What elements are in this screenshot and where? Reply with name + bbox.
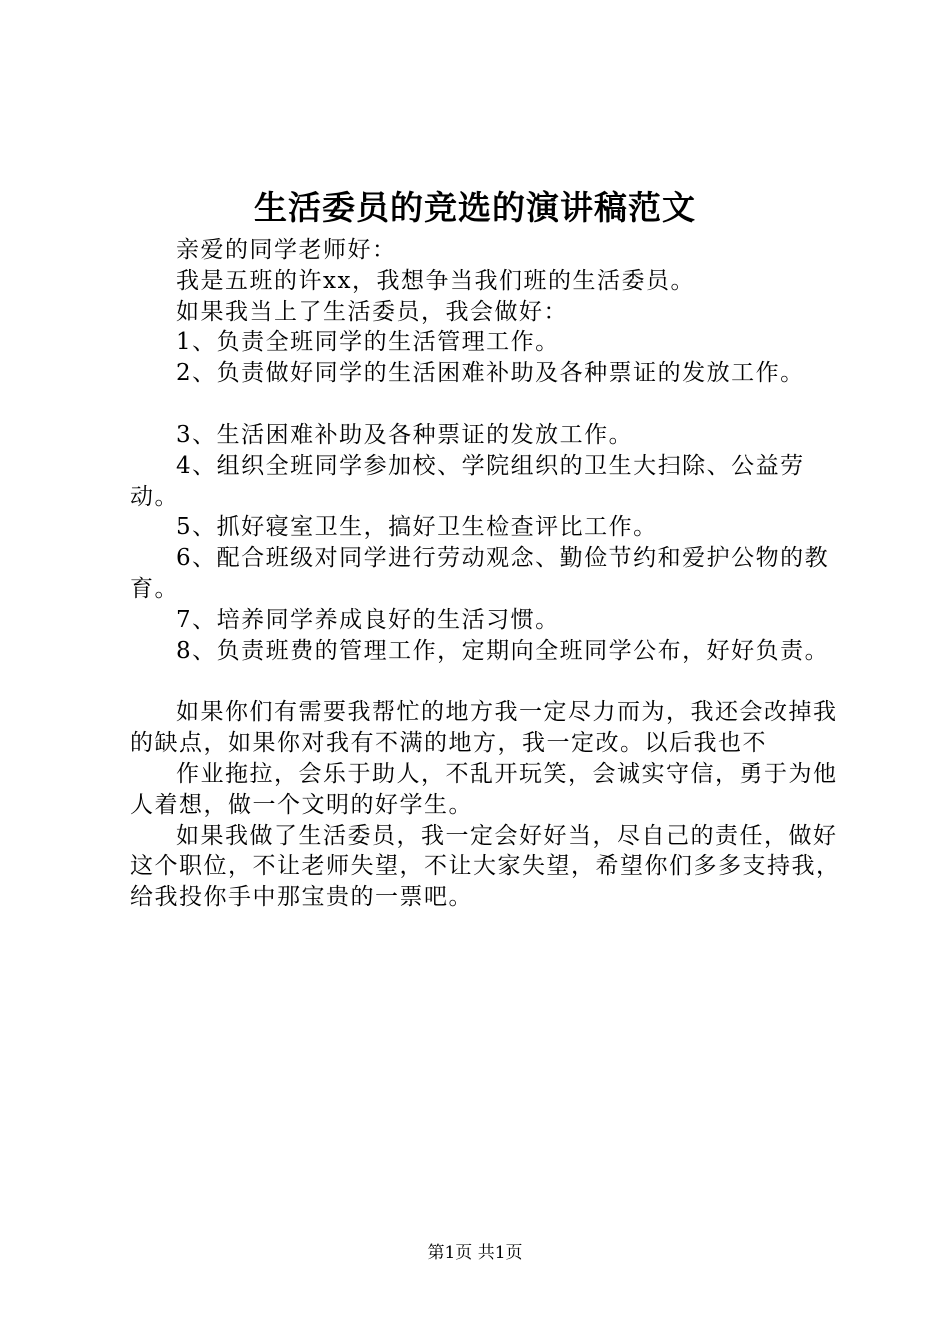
- paragraph-closing: 如果我做了生活委员，我一定会好好当，尽自己的责任，做好这个职位，不让老师失望，不让大家失望，希望你们多多支持我，给我投你手中那宝贵的一票吧。: [130, 822, 841, 911]
- paragraph-intro: 我是五班的许xx，我想争当我们班的生活委员。: [176, 267, 695, 294]
- page-footer: 第1页 共1页: [427, 1243, 523, 1263]
- paragraph-item-5: 5、抓好寝室卫生，搞好卫生检查评比工作。: [176, 514, 658, 541]
- paragraph-item-6: 6、配合班级对同学进行劳动观念、勤俭节约和爱护公物的教育。: [130, 545, 830, 602]
- paragraph-item-3: 3、生活困难补助及各种票证的发放工作。: [176, 421, 634, 448]
- paragraph-item-4: 4、组织全班同学参加校、学院组织的卫生大扫除、公益劳动。: [130, 452, 805, 510]
- paragraph-behavior: 作业拖拉，会乐于助人，不乱开玩笑，会诚实守信，勇于为他人着想，做一个文明的好学生。: [130, 760, 838, 818]
- paragraph-item-1: 1、负责全班同学的生活管理工作。: [176, 329, 560, 356]
- paragraph-greeting: 亲爱的同学老师好：: [176, 237, 397, 263]
- paragraph-item-7: 7、培养同学养成良好的生活习惯。: [176, 606, 560, 633]
- paragraph-promise: 如果我当上了生活委员，我会做好：: [176, 298, 568, 325]
- paragraph-item-2: 2、负责做好同学的生活困难补助及各种票证的发放工作。: [176, 360, 805, 387]
- paragraph-item-8: 8、负责班费的管理工作，定期向全班同学公布，好好负责。: [176, 637, 830, 664]
- document-title: 生活委员的竞选的演讲稿范文: [254, 188, 696, 227]
- document-body: [130, 235, 850, 913]
- paragraph-help: 如果你们有需要我帮忙的地方我一定尽力而为，我还会改掉我的缺点，如果你对我有不满的地方，我一定改。以后我也不: [130, 699, 838, 757]
